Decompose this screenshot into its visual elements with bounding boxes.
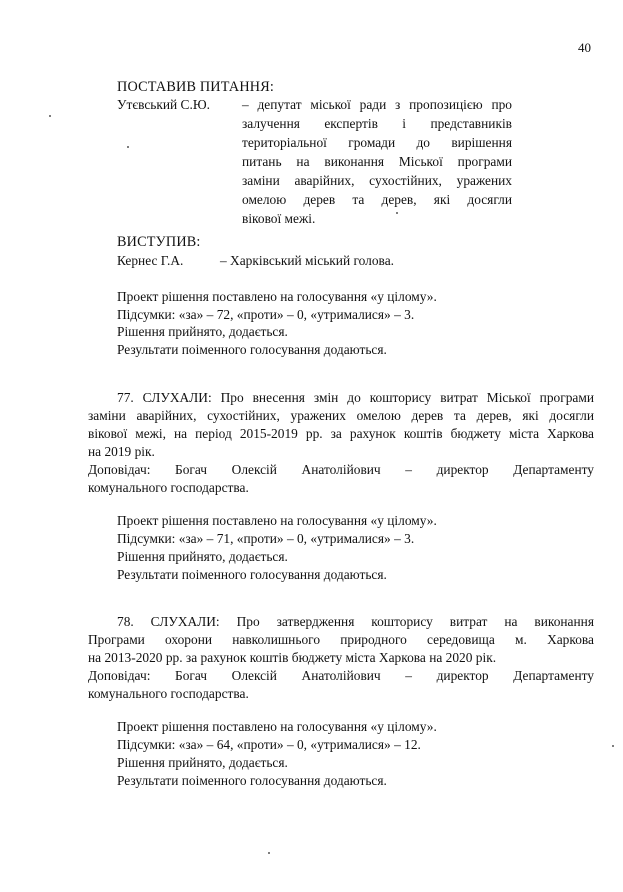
section-heading-spoke: ВИСТУПИВ: <box>117 234 201 250</box>
agenda-item-78-reporter: Доповідач: Богач Олексій Анатолійович – директор Департаменту <box>88 668 594 683</box>
vote-line: Проект рішення поставлено на голосування «у цілому». <box>117 719 437 734</box>
agenda-item-78-line: на 2013-2020 рр. за рахунок коштів бюджету міста Харкова на 2020 рік. <box>88 650 497 665</box>
agenda-item-77-line: вікової межі, на період 2015-2019 рр. за рахунок коштів бюджету міста Харкова <box>88 426 594 441</box>
speaker-description-line: залучення експертів і представників <box>242 116 512 131</box>
scan-speck <box>396 212 398 214</box>
scan-speck <box>612 745 614 747</box>
vote-line: Проект рішення поставлено на голосування «у цілому». <box>117 289 437 304</box>
vote-results: Підсумки: «за» – 71, «проти» – 0, «утрималися» – 3. <box>117 531 415 546</box>
scan-speck <box>268 852 270 854</box>
vote-line: Результати поіменного голосування додаються. <box>117 773 387 788</box>
vote-line: Результати поіменного голосування додаються. <box>117 567 387 582</box>
scan-speck <box>49 115 51 117</box>
vote-line: Проект рішення поставлено на голосування «у цілому». <box>117 513 437 528</box>
speaker-description-line: питань на виконання Міської програми <box>242 154 512 169</box>
speaker-name: Утєвський С.Ю. <box>117 97 210 112</box>
vote-line: Рішення прийнято, додається. <box>117 324 288 339</box>
vote-line: Рішення прийнято, додається. <box>117 549 288 564</box>
agenda-item-77-line: заміни аварійних, сухостійних, уражених омелою дерев та дерев, які досягли <box>88 408 594 423</box>
vote-line: Рішення прийнято, додається. <box>117 755 288 770</box>
agenda-item-77-line: комунального господарства. <box>88 480 249 495</box>
vote-results: Підсумки: «за» – 72, «проти» – 0, «утрималися» – 3. <box>117 307 415 322</box>
vote-line: Результати поіменного голосування додаються. <box>117 342 387 357</box>
speaker-name: Кернес Г.А. <box>117 253 184 268</box>
agenda-item-77-line: на 2019 рік. <box>88 444 155 459</box>
speaker-description-line: заміни аварійних, сухостійних, уражених <box>242 173 512 188</box>
agenda-item-78-line: Програми охорони навколишнього природного середовища м. Харкова <box>88 632 594 647</box>
speaker-description-line: омелою дерев та дерев, які досягли <box>242 192 512 207</box>
scan-speck <box>127 146 129 148</box>
speaker-description-line: територіальної громади до вирішення <box>242 135 512 150</box>
agenda-item-78-line: 78. СЛУХАЛИ: Про затвердження кошторису витрат на виконання <box>117 614 594 629</box>
section-heading-raised-question: ПОСТАВИВ ПИТАННЯ: <box>117 79 275 95</box>
agenda-item-77-line: 77. СЛУХАЛИ: Про внесення змін до кошторису витрат Міської програми <box>117 390 594 405</box>
speaker-description-line: – депутат міської ради з пропозицією про <box>242 97 512 112</box>
vote-results: Підсумки: «за» – 64, «проти» – 0, «утрималися» – 12. <box>117 737 421 752</box>
speaker-description-line: вікової межі. <box>242 211 316 226</box>
agenda-item-77-reporter: Доповідач: Богач Олексій Анатолійович – директор Департаменту <box>88 462 594 477</box>
page-number: 40 <box>578 40 591 55</box>
speaker-role: – Харківський міський голова. <box>220 253 394 268</box>
agenda-item-78-line: комунального господарства. <box>88 686 249 701</box>
